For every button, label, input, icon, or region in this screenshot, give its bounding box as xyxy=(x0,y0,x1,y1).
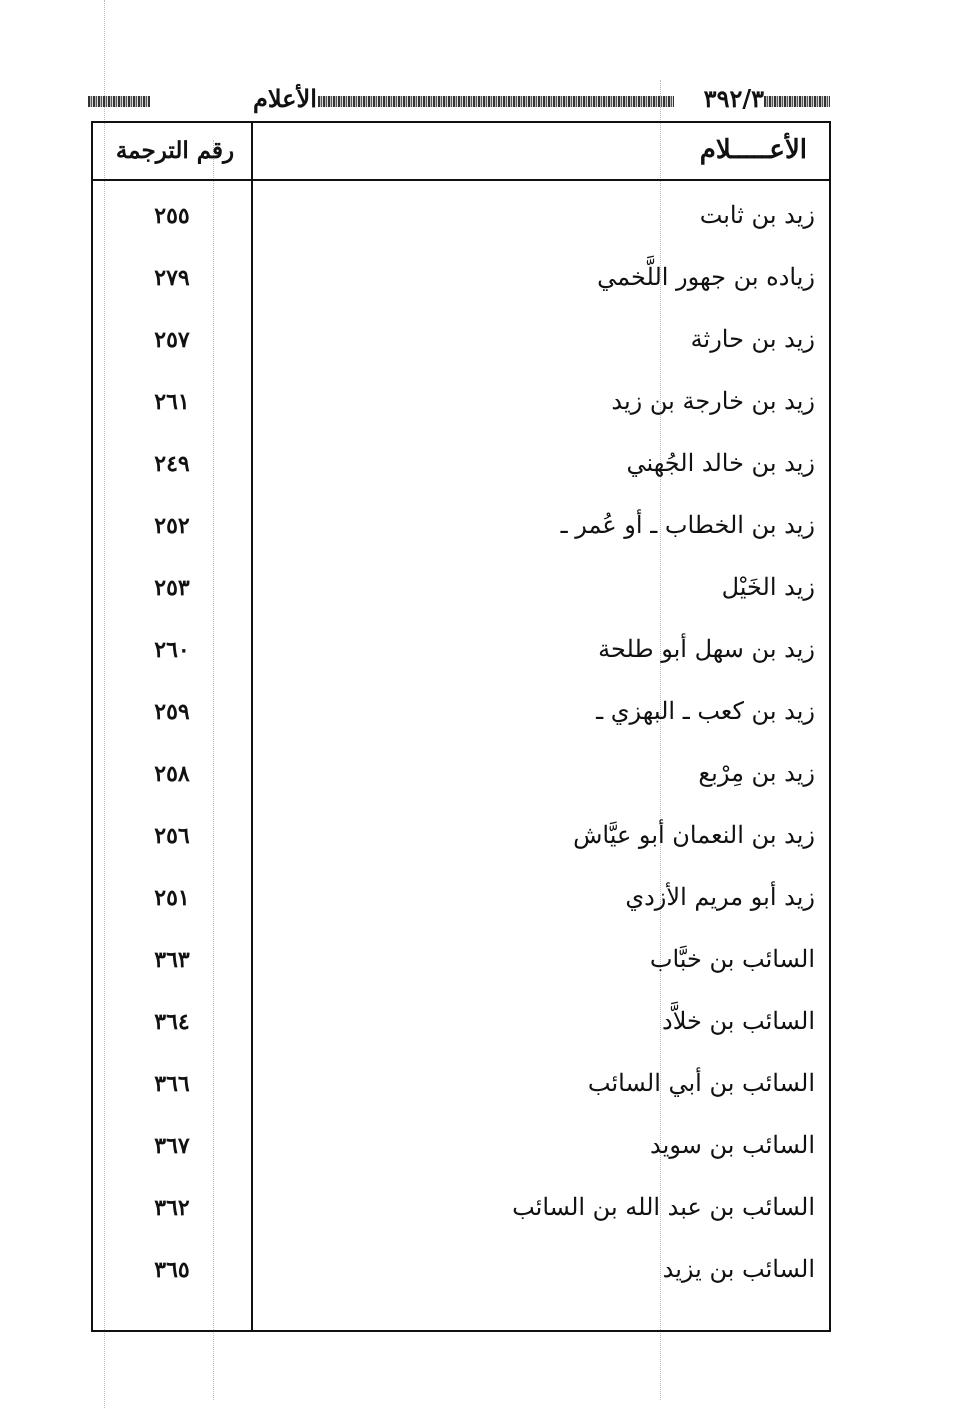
header-ornament-left xyxy=(88,96,150,107)
header-ornament-right xyxy=(764,96,830,107)
entry-number: ٣٦٢ xyxy=(154,1195,190,1221)
table-row xyxy=(93,1117,829,1179)
entry-number: ٢٧٩ xyxy=(154,265,190,291)
person-name: زيد بن سهل أبو طلحة xyxy=(598,635,815,663)
entry-number: ٣٦٦ xyxy=(154,1071,190,1097)
table-row xyxy=(93,807,829,869)
table-row xyxy=(93,1055,829,1117)
person-name: زيد بن كعب ـ البهزي ـ xyxy=(596,697,815,725)
person-name: زيد بن خالد الجُهني xyxy=(626,449,815,477)
table-row xyxy=(93,311,829,373)
entry-number: ٢٥٧ xyxy=(154,327,190,353)
person-name: السائب بن عبد الله بن السائب xyxy=(512,1193,815,1221)
table-row xyxy=(93,683,829,745)
table-row xyxy=(93,869,829,931)
entry-number: ٢٥٩ xyxy=(154,699,190,725)
table-row xyxy=(93,559,829,621)
table-row xyxy=(93,993,829,1055)
person-name: زيد بن خارجة بن زيد xyxy=(611,387,815,415)
table-row xyxy=(93,1179,829,1241)
entry-number: ٢٥٨ xyxy=(154,761,190,787)
table-row xyxy=(93,435,829,497)
entry-number: ٢٥٢ xyxy=(154,513,190,539)
person-name: السائب بن سويد xyxy=(650,1131,815,1159)
table-row xyxy=(93,187,829,249)
person-name: زياده بن جهور اللَّخمي xyxy=(597,263,815,291)
entry-number: ٣٦٥ xyxy=(154,1257,190,1283)
header-ornament-middle xyxy=(318,96,674,107)
index-table xyxy=(91,121,831,1332)
page-header xyxy=(88,84,832,118)
entry-number: ٢٥٦ xyxy=(154,823,190,849)
entry-number: ٢٥١ xyxy=(154,885,190,911)
table-row xyxy=(93,497,829,559)
running-title: الأعلام xyxy=(253,84,317,113)
entry-number: ٢٤٩ xyxy=(154,451,190,477)
person-name: زيد بن النعمان أبو عيَّاش xyxy=(573,821,815,849)
table-row xyxy=(93,745,829,807)
person-name: زيد أبو مريم الأزدي xyxy=(625,883,815,911)
table-row xyxy=(93,373,829,435)
person-name: السائب بن أبي السائب xyxy=(587,1069,815,1097)
entry-number: ٣٦٣ xyxy=(154,947,190,973)
page-number: ٣٩٢/٣ xyxy=(703,84,764,113)
header-rule xyxy=(93,179,829,181)
person-name: السائب بن يزيد xyxy=(662,1255,815,1283)
column-header-names: الأعـــــلام xyxy=(699,135,807,165)
person-name: زيد الخَيْل xyxy=(721,573,815,601)
person-name: زيد بن ثابت xyxy=(699,201,815,229)
entry-number: ٢٥٥ xyxy=(154,203,190,229)
table-body xyxy=(93,187,829,1303)
person-name: السائب بن خبَّاب xyxy=(649,945,815,973)
entry-number: ٣٦٤ xyxy=(154,1009,190,1035)
person-name: السائب بن خلاَّد xyxy=(662,1007,815,1035)
entry-number: ٢٥٣ xyxy=(154,575,190,601)
column-header-number: رقم الترجمة xyxy=(115,137,235,164)
person-name: زيد بن مِرْبع xyxy=(698,759,815,787)
table-row xyxy=(93,621,829,683)
table-row xyxy=(93,249,829,311)
table-row xyxy=(93,931,829,993)
person-name: زيد بن حارثة xyxy=(690,325,815,353)
table-row xyxy=(93,1241,829,1303)
entry-number: ٢٦٠ xyxy=(154,637,190,663)
entry-number: ٢٦١ xyxy=(154,389,190,415)
entry-number: ٣٦٧ xyxy=(154,1133,190,1159)
person-name: زيد بن الخطاب ـ أو عُمر ـ xyxy=(560,511,815,539)
